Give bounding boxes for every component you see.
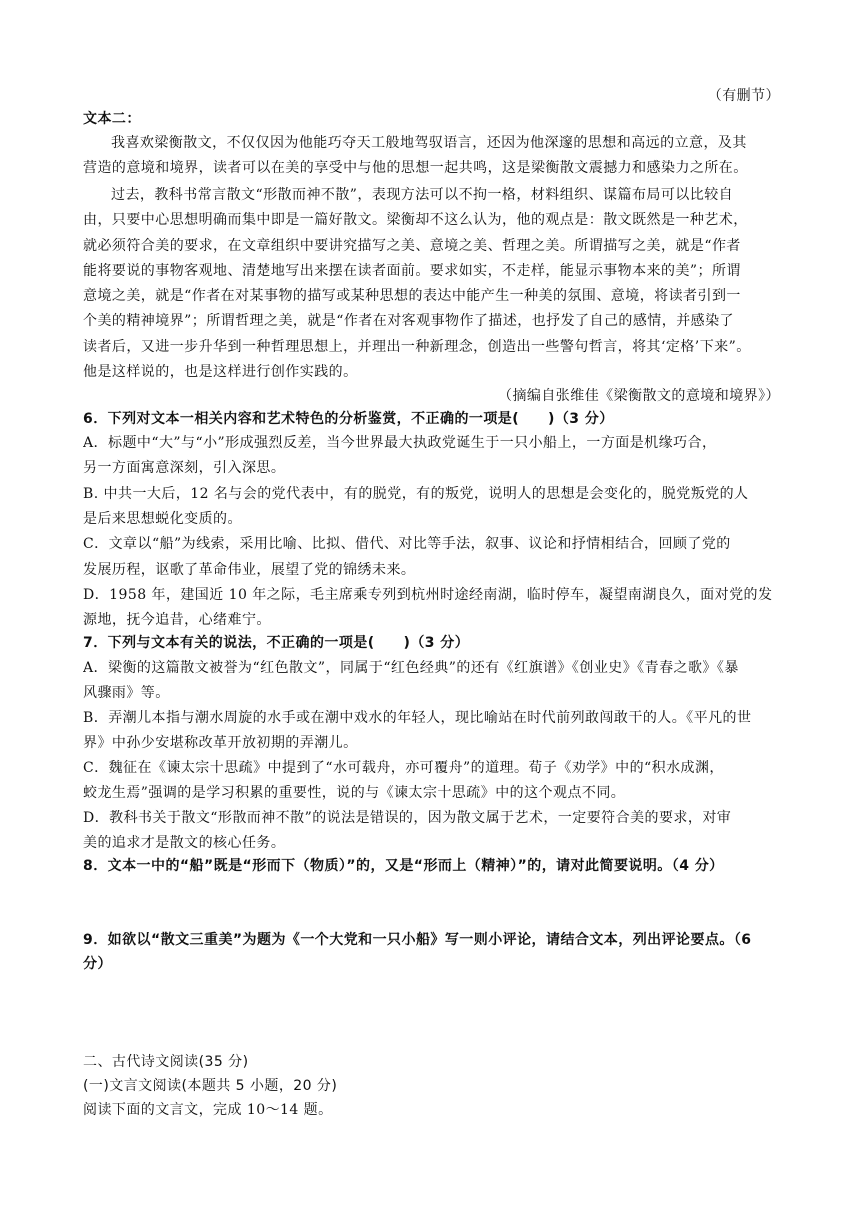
q6-stem: 6．下列对文本一相关内容和艺术特色的分析鉴赏，不正确的一项是( )（3 分） [83, 411, 614, 427]
text2-para1-line: 营造的意境和境界，读者可以在美的享受中与他的思想一起共鸣，这是梁衡散文震撼力和感染力之所在。 [83, 160, 748, 176]
q7-option-a: A．梁衡的这篇散文被誉为“红色散文”，同属于“红色经典”的还有《红旗谱》《创业史》《青春之歌》《暴 [83, 660, 739, 676]
text2-heading: 文本二： [83, 111, 141, 127]
section2-subtitle: (一)文言文阅读(本题共 5 小题，20 分) [83, 1078, 338, 1094]
text2-source: （摘编自张维佳《梁衡散文的意境和境界》） [498, 388, 780, 404]
text2-para2-line: 意境之美，就是“作者在对某事物的描写或某种思想的表达中能产生一种美的氛围、意境，将读者引到一 [83, 288, 741, 304]
text2-para1-line: 我喜欢梁衡散文，不仅仅因为他能巧夺天工般地驾驭语言，还因为他深邃的思想和高远的立意，及其 [111, 135, 747, 151]
q7-option-b-cont: 界》中孙少安堪称改革开放初期的弄潮儿。 [83, 735, 358, 751]
q6-option-a: A．标题中“大”与“小”形成强烈反差，当今世界最大执政党诞生于一只小船上，一方面是机缘巧合， [83, 435, 717, 451]
text2-para2-line: 个美的精神境界”；所谓哲理之美，就是“作者在对客观事物作了描述，也抒发了自己的感情，并感染了 [83, 313, 735, 329]
abridged-note: （有删节） [707, 88, 780, 104]
text2-para2-line: 读者后，又进一步升华到一种哲理思想上，并理出一种新理念，创造出一些警句哲言，将其‘定格’下来”。 [83, 339, 751, 355]
q7-option-b: B．弄潮儿本指与潮水周旋的水手或在潮中戏水的年轻人，现比喻站在时代前列敢闯敢干的人。《平凡的世 [83, 710, 752, 726]
text2-para2-line: 能将要说的事物客观地、清楚地写出来摆在读者面前。要求如实，不走样，能显示事物本来的美”；所谓 [83, 263, 741, 279]
q9-stem: 9．如欲以“散文三重美”为题为《一个大党和一只小船》写一则小评论，请结合文本，列出评论要点。（6 [83, 932, 752, 948]
text2-para2-line: 就必须符合美的要求，在文章组织中要讲究描写之美、意境之美、哲理之美。所谓描写之美，就是“作者 [83, 238, 741, 254]
q6-option-c: C．文章以“船”为线索，采用比喻、比拟、借代、对比等手法，叙事、议论和抒情相结合，回顾了党的 [83, 536, 731, 552]
q8-stem: 8．文本一中的“船”既是“形而下（物质）”的，又是“形而上（精神）”的，请对此简要说明。（4 分） [83, 858, 724, 874]
q6-option-d: D．1958 年，建国近 10 年之际，毛主席乘专列到杭州时途经南湖，临时停车，凝望南湖良久，面对党的发 [83, 587, 773, 603]
q6-option-b: B. 中共一大后，12 名与会的党代表中，有的脱党，有的叛党，说明人的思想是会变化的，脱党叛党的人 [83, 486, 749, 502]
q7-stem: 7．下列与文本有关的说法，不正确的一项是( )（3 分） [83, 635, 470, 651]
q6-option-d-cont: 源地，抚今追昔，心绪难宁。 [83, 612, 271, 628]
text2-para2-line: 过去，教科书常言散文“形散而神不散”，表现方法可以不拘一格，材料组织、谋篇布局可以比较自 [111, 187, 734, 203]
q7-option-c-cont: 蛟龙生焉”强调的是学习积累的重要性，说的与《谏太宗十思疏》中的这个观点不同。 [83, 785, 626, 801]
q6-option-b-cont: 是后来思想蜕化变质的。 [83, 511, 242, 527]
q6-option-c-cont: 发展历程，讴歌了革命伟业，展望了党的锦绣未来。 [83, 562, 416, 578]
q6-option-a-cont: 另一方面寓意深刻，引入深思。 [83, 460, 286, 476]
section2-instruction: 阅读下面的文言文，完成 10～14 题。 [83, 1102, 333, 1118]
q7-option-d: D．教科书关于散文“形散而神不散”的说法是错误的，因为散文属于艺术，一定要符合美的要求，对审 [83, 810, 732, 826]
q9-stem-cont: 分） [83, 956, 112, 972]
q7-option-c: C．魏征在《谏太宗十思疏》中提到了“水可载舟，亦可覆舟”的道理。荀子《劝学》中的“积水成渊， [83, 760, 724, 776]
q7-option-d-cont: 美的追求才是散文的核心任务。 [83, 835, 286, 851]
text2-para2-line: 他是这样说的，也是这样进行创作实践的。 [83, 364, 358, 380]
text2-para2-line: 由，只要中心思想明确而集中即是一篇好散文。梁衡却不这么认为，他的观点是：散文既然是一种艺术， [83, 212, 748, 228]
q7-option-a-cont: 风骤雨》等。 [83, 685, 170, 701]
section2-title: 二、古代诗文阅读(35 分) [83, 1054, 249, 1070]
